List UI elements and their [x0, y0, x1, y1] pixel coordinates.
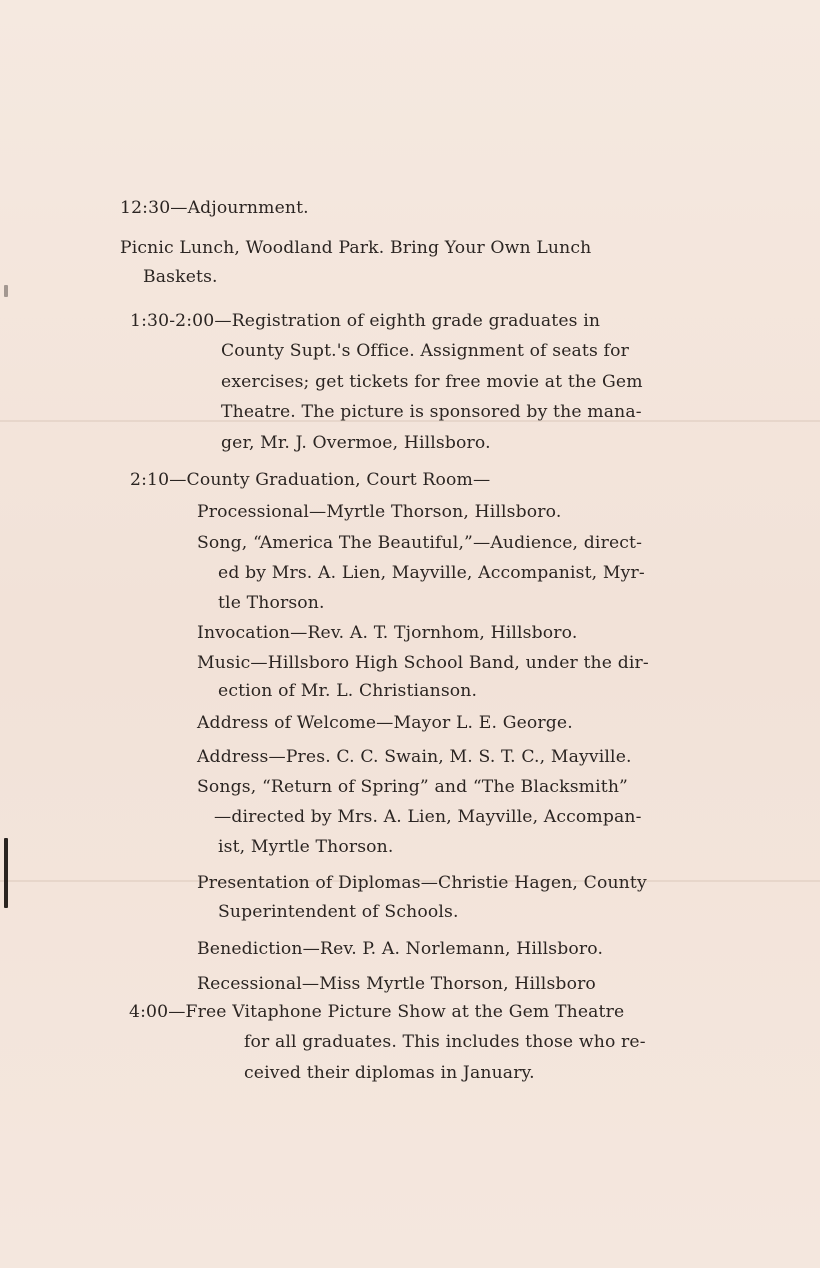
music-line-1: Music—Hillsboro High School Band, under the dir- — [197, 653, 649, 673]
picnic-line-2: Baskets. — [143, 267, 218, 287]
registration-line-5: ger, Mr. J. Overmoe, Hillsboro. — [221, 433, 491, 453]
registration-line-2: County Supt.'s Office. Assignment of seats for — [221, 341, 629, 361]
registration-line-4: Theatre. The picture is sponsored by the mana- — [221, 402, 642, 422]
show-line-2: for all graduates. This includes those who re- — [244, 1032, 646, 1052]
registration-line-1: 1:30-2:00—Registration of eighth grade graduates in — [130, 311, 601, 331]
processional-line: Processional—Myrtle Thorson, Hillsboro. — [197, 502, 562, 522]
staple-mark — [4, 838, 8, 908]
graduation-heading: 2:10—County Graduation, Court Room— — [130, 470, 491, 490]
picnic-line-1: Picnic Lunch, Woodland Park. Bring Your Own Lunch — [120, 238, 592, 258]
show-line-3: ceived their diplomas in January. — [244, 1063, 535, 1083]
address-line: Address—Pres. C. C. Swain, M. S. T. C., Mayville. — [197, 747, 632, 767]
invocation-line: Invocation—Rev. A. T. Tjornhom, Hillsboro. — [197, 623, 578, 643]
song-line-1: Song, “America The Beautiful,”—Audience, direct- — [197, 533, 643, 553]
recessional-line: Recessional—Miss Myrtle Thorson, Hillsboro — [197, 974, 596, 994]
songs-line-2: —directed by Mrs. A. Lien, Mayville, Accompan- — [214, 807, 642, 827]
songs-line-1: Songs, “Return of Spring” and “The Blacksmith” — [197, 777, 628, 797]
music-line-2: ection of Mr. L. Christianson. — [218, 681, 478, 701]
songs-line-3: ist, Myrtle Thorson. — [218, 837, 394, 857]
diplomas-line-2: Superintendent of Schools. — [218, 902, 459, 922]
song-line-3: tle Thorson. — [218, 593, 325, 613]
benediction-line: Benediction—Rev. P. A. Norlemann, Hillsboro. — [197, 939, 604, 959]
song-line-2: ed by Mrs. A. Lien, Mayville, Accompanist, Myr- — [218, 563, 645, 583]
registration-line-3: exercises; get tickets for free movie at the Gem — [221, 372, 643, 392]
diplomas-line-1: Presentation of Diplomas—Christie Hagen, County — [197, 873, 647, 893]
staple-mark — [4, 285, 8, 297]
adjournment-line: 12:30—Adjournment. — [120, 198, 309, 218]
show-line-1: 4:00—Free Vitaphone Picture Show at the Gem Theatre — [129, 1002, 625, 1022]
welcome-line: Address of Welcome—Mayor L. E. George. — [197, 713, 573, 733]
